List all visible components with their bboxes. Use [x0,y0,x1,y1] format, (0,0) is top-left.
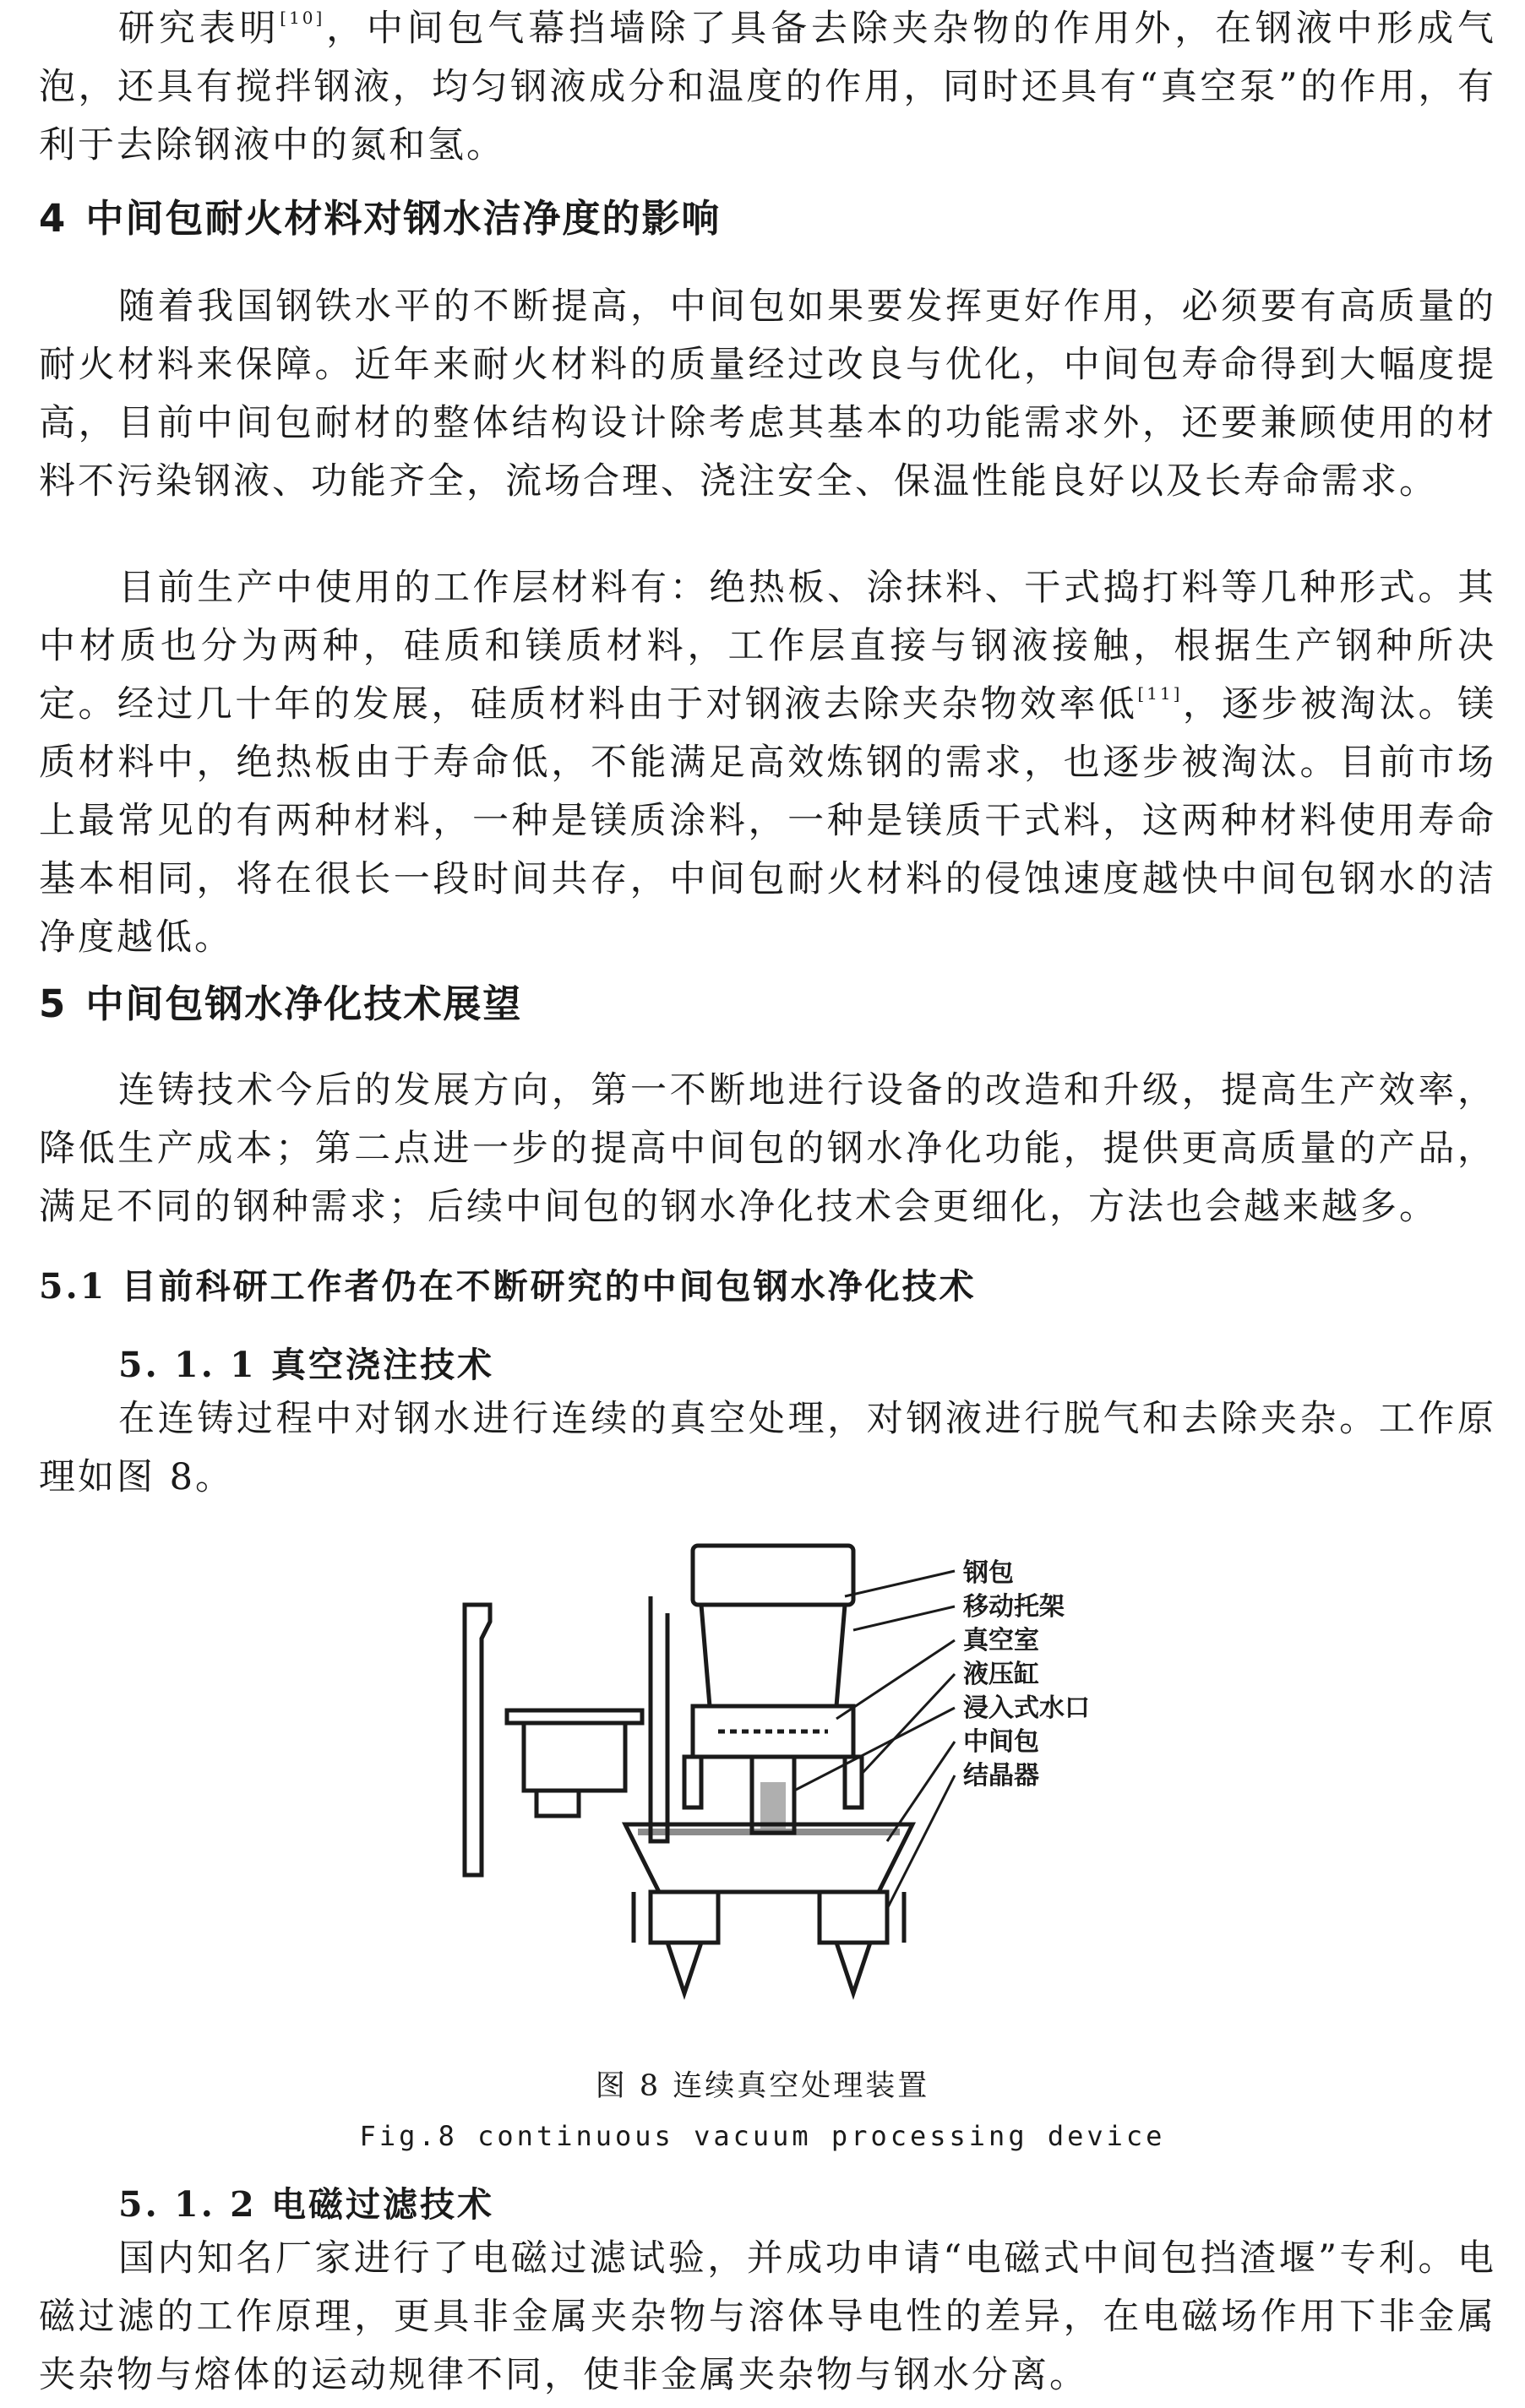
figure-caption-cn: 图 8 连续真空处理装置 [595,2069,930,2103]
subsection-heading-5-1-1: 5. 1. 1 真空浇注技术 [118,1345,494,1385]
leader-line [887,1775,955,1909]
figure-caption-en: Fig.8 continuous vacuum processing device [359,2120,1166,2152]
paragraph-outlook: 连铸技术今后的发展方向，第一不断地进行设备的改造和升级，提高生产效率，降低生产成本；第二点进一步的提高中间包的钢水净化功能，提供更高质量的产品，满足不同的钢种需求；后续中间包的钢水净化技术会更细化，方法也会越来越多。 [39,1069,1496,1228]
label-tundish: 中间包 [963,1727,1039,1757]
section-title: 中间包钢水净化技术展望 [85,981,523,1026]
section-heading-4 [39,188,721,242]
strand-right-shape [836,1943,870,1993]
paragraph-intro [39,0,1496,175]
left-vessel-base-shape [536,1791,579,1816]
leader-line [836,1640,955,1719]
section-number: 5 [39,981,68,1026]
label-mold: 结晶器 [963,1761,1039,1791]
ladle-body-shape [701,1605,845,1706]
subsection-heading-5-1-2: 5. 1. 2 电磁过滤技术 [118,2184,494,2225]
citation-ref[interactable]: [10] [280,8,325,28]
section-title: 中间包耐火材料对钢水洁净度的影响 [85,196,722,241]
label-hydraulic-cylinder: 液压缸 [963,1660,1039,1689]
label-vacuum-chamber: 真空室 [963,1626,1039,1655]
mold-right-shape [820,1892,887,1943]
hydraulic-cylinder-left-shape [684,1757,701,1807]
paragraph-text: ，中间包气幕挡墙除了具备去除夹杂物的作用外，在钢液中形成气泡，还具有搅拌钢液，均匀钢液成分和温度的作用，同时还具有“真空泵”的作用，有利于去除钢液中的氮和氢。 [39,8,1496,166]
leader-line [845,1571,955,1596]
nozzle-fill-shape [760,1782,786,1829]
paragraph-text: 目前生产中使用的工作层材料有：绝热板、涂抹料、干式捣打料等几种形式。其中材质也分为两种，硅质和镁质材料，工作层直接与钢液接触，根据生产钢种所决定。经过几十年的发展，硅质材料由于对钢液去除夹杂物效率低 [39,567,1496,726]
left-vessel-shape [524,1723,625,1791]
label-ladle: 钢包 [963,1558,1014,1588]
paragraph-electromagnetic: 国内知名厂家进行了电磁过滤试验，并成功申请“电磁式中间包挡渣堰”专利。电磁过滤的工作原理，更具非金属夹杂物与溶体导电性的差异，在电磁场作用下非金属夹杂物与熔体的运动规律不同，使非金属夹杂物与钢水分离。 [39,2237,1496,2396]
section-heading-5 [39,973,522,1028]
vacuum-chamber-shape [693,1706,853,1757]
citation-ref[interactable]: [11] [1137,683,1183,704]
left-frame-shape [465,1605,490,1875]
moving-frame-shape [651,1596,667,1841]
left-vessel-lid-shape [507,1710,642,1723]
leader-line [853,1606,955,1630]
section-number: 4 [39,196,68,241]
strand-left-shape [667,1943,701,1993]
paragraph-working-layer [39,559,1496,967]
tundish-level-shape [638,1829,900,1835]
leader-line [862,1674,955,1774]
label-submerged-nozzle: 浸入式水口 [963,1693,1090,1723]
paragraph-vacuum-casting: 在连铸过程中对钢水进行连续的真空处理，对钢液进行脱气和去除夹杂。工作原理如图 8。 [39,1398,1496,1498]
paragraph-refractory-intro: 随着我国钢铁水平的不断提高，中间包如果要发挥更好作用，必须要有高质量的耐火材料来保障。近年来耐火材料的质量经过改良与优化，中间包寿命得到大幅度提高，目前中间包耐材的整体结构设计除考虑其基本的功能需求外，还要兼顾使用的材料不污染钢液、功能齐全，流场合理、浇注安全、保温性能良好以及长寿命需求。 [39,285,1496,503]
leader-line [887,1742,955,1841]
label-moving-bracket: 移动托架 [963,1592,1065,1622]
mold-left-shape [651,1892,718,1943]
figure-8-diagram [439,1537,1132,2010]
subsection-heading-5-1: 5.1 目前科研工作者仍在不断研究的中间包钢水净化技术 [39,1266,977,1307]
paragraph-text: ，逐步被淘汰。镁质材料中，绝热板由于寿命低，不能满足高效炼钢的需求，也逐步被淘汰。目前市场上最常见的有两种材料，一种是镁质涂料，一种是镁质干式料，这两种材料使用寿命基本相同，将在很长一段时间共存，中间包耐火材料的侵蚀速度越快中间包钢水的洁净度越低。 [39,683,1497,959]
ladle-top-shape [693,1546,853,1605]
support-legs-shape [634,1892,904,1943]
paragraph-text: 研究表明 [118,8,280,50]
